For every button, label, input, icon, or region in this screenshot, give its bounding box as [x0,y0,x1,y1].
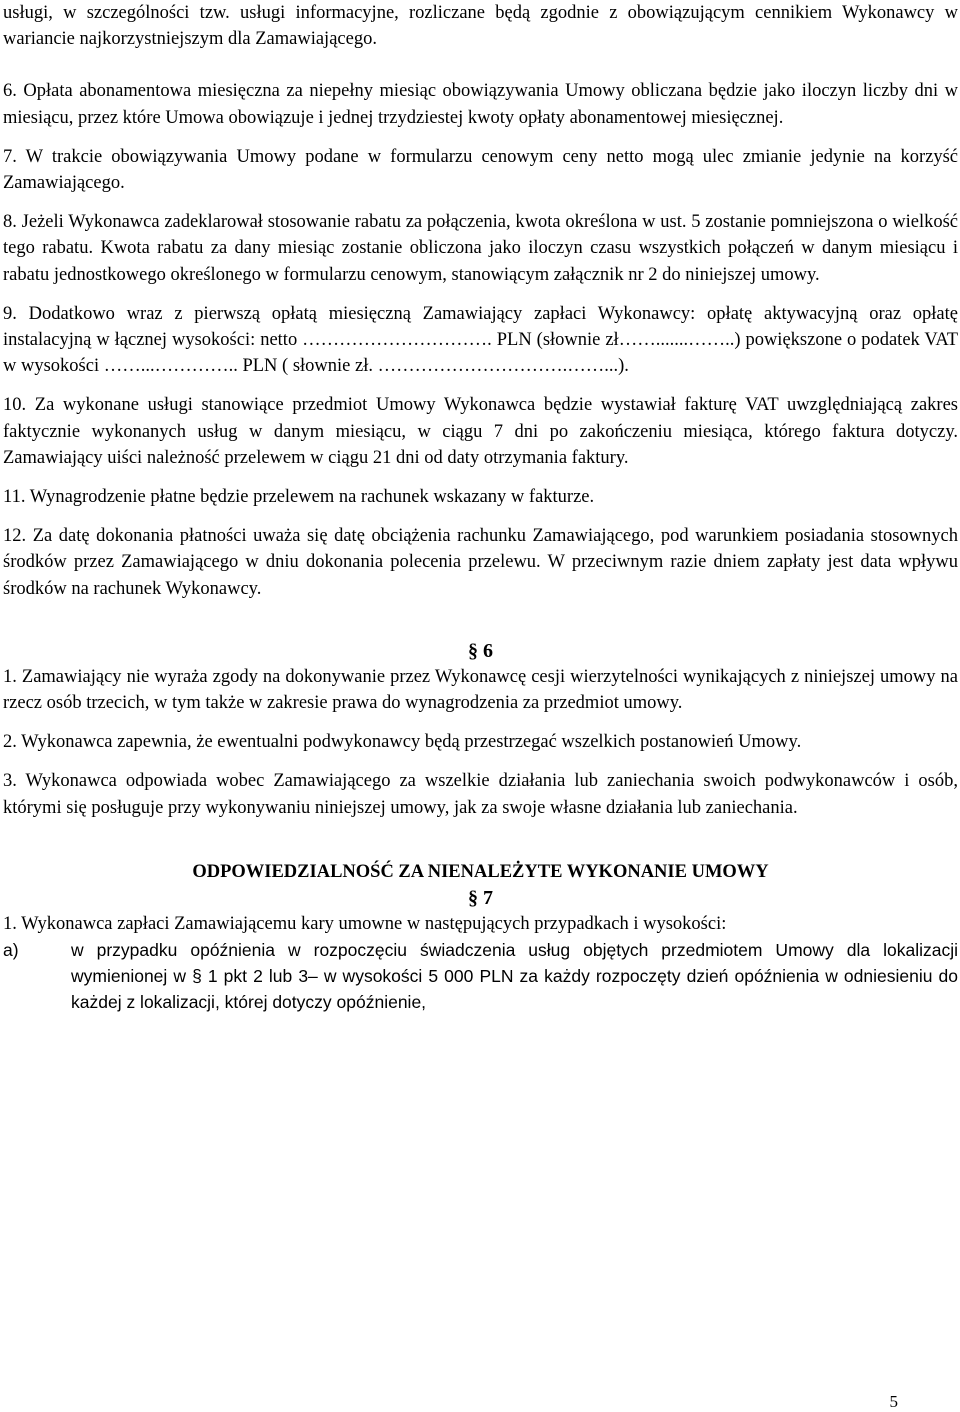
paragraph-7: 7. W trakcie obowiązywania Umowy podane w formularzu cenowym ceny netto mogą ulec zmianie jedynie na korzyść Zamawiającego. [3,146,958,194]
paragraph-9: 9. Dodatkowo wraz z pierwszą opłatą miesięczną Zamawiający zapłaci Wykonawcy: opłatę aktywacyjną oraz opłatę instalacyjną w łącznej wysokości: netto …………………………. PLN (słownie zł…….......……..) powiększone o podatek VAT w wysokości ……...………….. PLN ( słownie zł. ………………………….……...). [3,303,958,377]
section-6-paragraph-1: 1. Zamawiający nie wyraża zgody na dokonywanie przez Wykonawcę cesji wierzytelności wynikających z niniejszej umowy na rzecz osób trzecich, w tym także w zakresie prawa do wynagrodzenia za przedmiot umowy. [3,666,958,714]
paragraph-11: 11. Wynagrodzenie płatne będzie przelewem na rachunek wskazany w fakturze. [3,487,595,508]
section-6-paragraph-3: 3. Wykonawca odpowiada wobec Zamawiającego za wszelkie działania lub zaniechania swoich podwykonawców i osób, którymi się posługuje przy wykonywaniu niniejszej umowy, jak za swoje własne działania lub zaniechania. [3,771,958,818]
paragraph-8: 8. Jeżeli Wykonawca zadeklarował stosowanie rabatu za połączenia, kwota określona w ust. 5 zostanie pomniejszona o wielkość tego rabatu. Kwota rabatu za dany miesiąc zostanie obliczona jako iloczyn czasu wszystkich połączeń w danym miesiącu i rabatu jednostkowego określonego w formularzu cenowym, stanowiącym załącznik nr 2 do niniejszej umowy. [3,212,958,285]
section-heading: ODPOWIEDZIALNOŚĆ ZA NIENALEŻYTE WYKONANIE UMOWY [192,861,769,882]
section-6-paragraph-2: 2. Wykonawca zapewnia, że ewentualni podwykonawcy będą przestrzegać wszelkich postanowień Umowy. [3,732,802,753]
paragraph-continuation: usługi, w szczególności tzw. usługi informacyjne, rozliczane będą zgodnie z obowiązującym cennikiem Wykonawcy w wariancie najkorzystniejszym dla Zamawiającego. [3,3,958,50]
page-number: 5 [889,1392,898,1411]
section-6-title: § 6 [468,639,493,662]
document-page [3,0,958,1016]
list-item-a [3,937,958,1016]
list-text-a: w przypadku opóźnienia w rozpoczęciu świadczenia usług objętych przedmiotem Umowy dla lokalizacji wymienionej w § 1 pkt 2 lub 3– w wysokości 5 000 PLN za każdy rozpoczęty dzień opóźnienia w odniesieniu do każdej z lokalizacji, której dotyczy opóźnienie, [71,940,958,1013]
section-7-title: § 7 [468,886,493,909]
section-7-paragraph-1: 1. Wykonawca zapłaci Zamawiającemu kary umowne w następujących przypadkach i wysokości: [3,913,727,934]
paragraph-10: 10. Za wykonane usługi stanowiące przedmiot Umowy Wykonawca będzie wystawiał fakturę VAT uwzględniającą zakres faktycznie wykonanych usług w danym miesiącu, w ciągu 7 dni po zakończeniu miesiąca, którego faktura dotyczy. Zamawiający uiści należność przelewem w ciągu 21 dni od daty otrzymania faktury. [3,395,958,468]
paragraph-6: 6. Opłata abonamentowa miesięczna za niepełny miesiąc obowiązywania Umowy obliczana będzie jako iloczyn liczby dni w miesiącu, przez które Umowa obowiązuje i jednej trzydziestej kwoty opłaty abonamentowej miesięcznej. [3,81,958,128]
paragraph-12: 12. Za datę dokonania płatności uważa się datę obciążenia rachunku Zamawiającego, pod warunkiem posiadania stosownych środków przez Zamawiającego w dniu dokonania polecenia przelewu. W przeciwnym razie dniem zapłaty jest data wpływu środków na rachunek Wykonawcy. [3,526,958,599]
list-marker-a: a) [3,940,19,961]
